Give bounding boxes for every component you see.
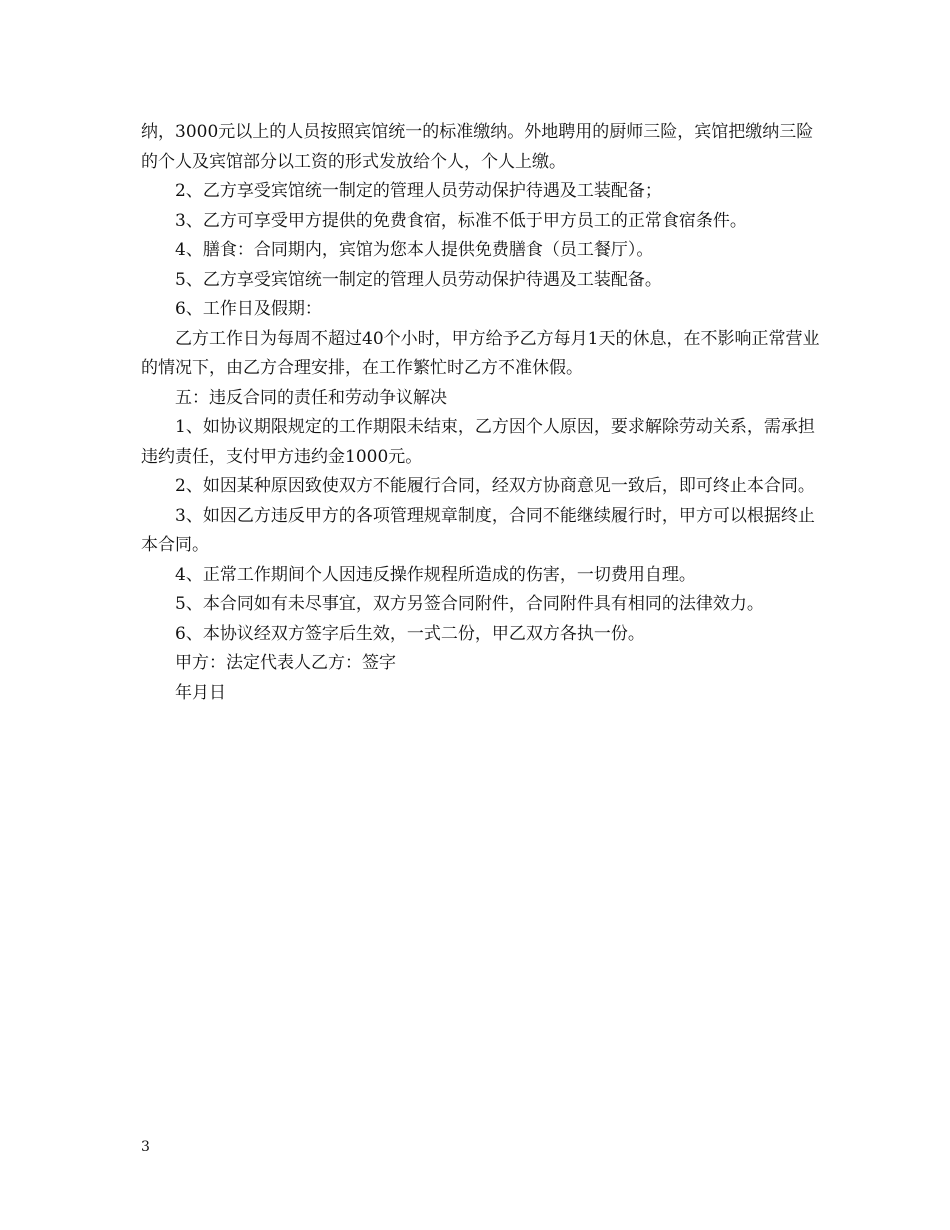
paragraph-clause-3-board-lodging: 3、乙方可享受甲方提供的免费食宿，标准不低于甲方员工的正常食宿条件。	[175, 210, 747, 231]
paragraph-breach-clause-1: 1、如协议期限规定的工作期限未结束，乙方因个人原因，要求解除劳动关系，需承担违约责任，支付甲方违约金1000元。	[141, 417, 815, 467]
paragraph-insurance-continued: 纳，3000元以上的人员按照宾馆统一的标准缴纳。外地聘用的厨师三险，宾馆把缴纳三险的个人及宾馆部分以工资的形式发放给个人，个人上缴。	[141, 122, 814, 172]
document-body	[141, 118, 821, 708]
paragraph-clause-4-meals: 4、膳食：合同期内，宾馆为您本人提供免费膳食（员工餐厅）。	[175, 240, 654, 260]
date-line: 年月日	[175, 682, 226, 703]
page-number: 3	[141, 1139, 150, 1155]
paragraph-breach-clause-6: 6、本协议经双方签字后生效，一式二份，甲乙双方各执一份。	[175, 623, 645, 644]
paragraph-breach-clause-2: 2、如因某种原因致使双方不能履行合同，经双方协商意见一致后，即可终止本合同。	[175, 476, 815, 496]
paragraph-clause-2-protection: 2、乙方享受宾馆统一制定的管理人员劳动保护待遇及工装配备；	[175, 181, 662, 201]
paragraph-workdays-detail: 乙方工作日为每周不超过40个小时，甲方给予乙方每月1天的休息，在不影响正常营业的情况下，由乙方合理安排，在工作繁忙时乙方不准休假。	[141, 328, 820, 378]
paragraph-breach-clause-5: 5、本合同如有未尽事宜，双方另签合同附件，合同附件具有相同的法律效力。	[175, 594, 764, 614]
paragraph-clause-5-protection: 5、乙方享受宾馆统一制定的管理人员劳动保护待遇及工装配备。	[175, 269, 662, 290]
paragraph-breach-clause-4: 4、正常工作期间个人因违反操作规程所造成的伤害，一切费用自理。	[175, 564, 696, 585]
paragraph-clause-6-workdays-heading: 6、工作日及假期：	[175, 299, 322, 319]
signature-line: 甲方：法定代表人乙方：签字	[175, 653, 396, 673]
paragraph-breach-clause-3: 3、如因乙方违反甲方的各项管理规章制度，合同不能继续履行时，甲方可以根据终止本合同。	[141, 505, 815, 555]
section-heading-breach-liability: 五：违反合同的责任和劳动争议解决	[175, 387, 447, 408]
